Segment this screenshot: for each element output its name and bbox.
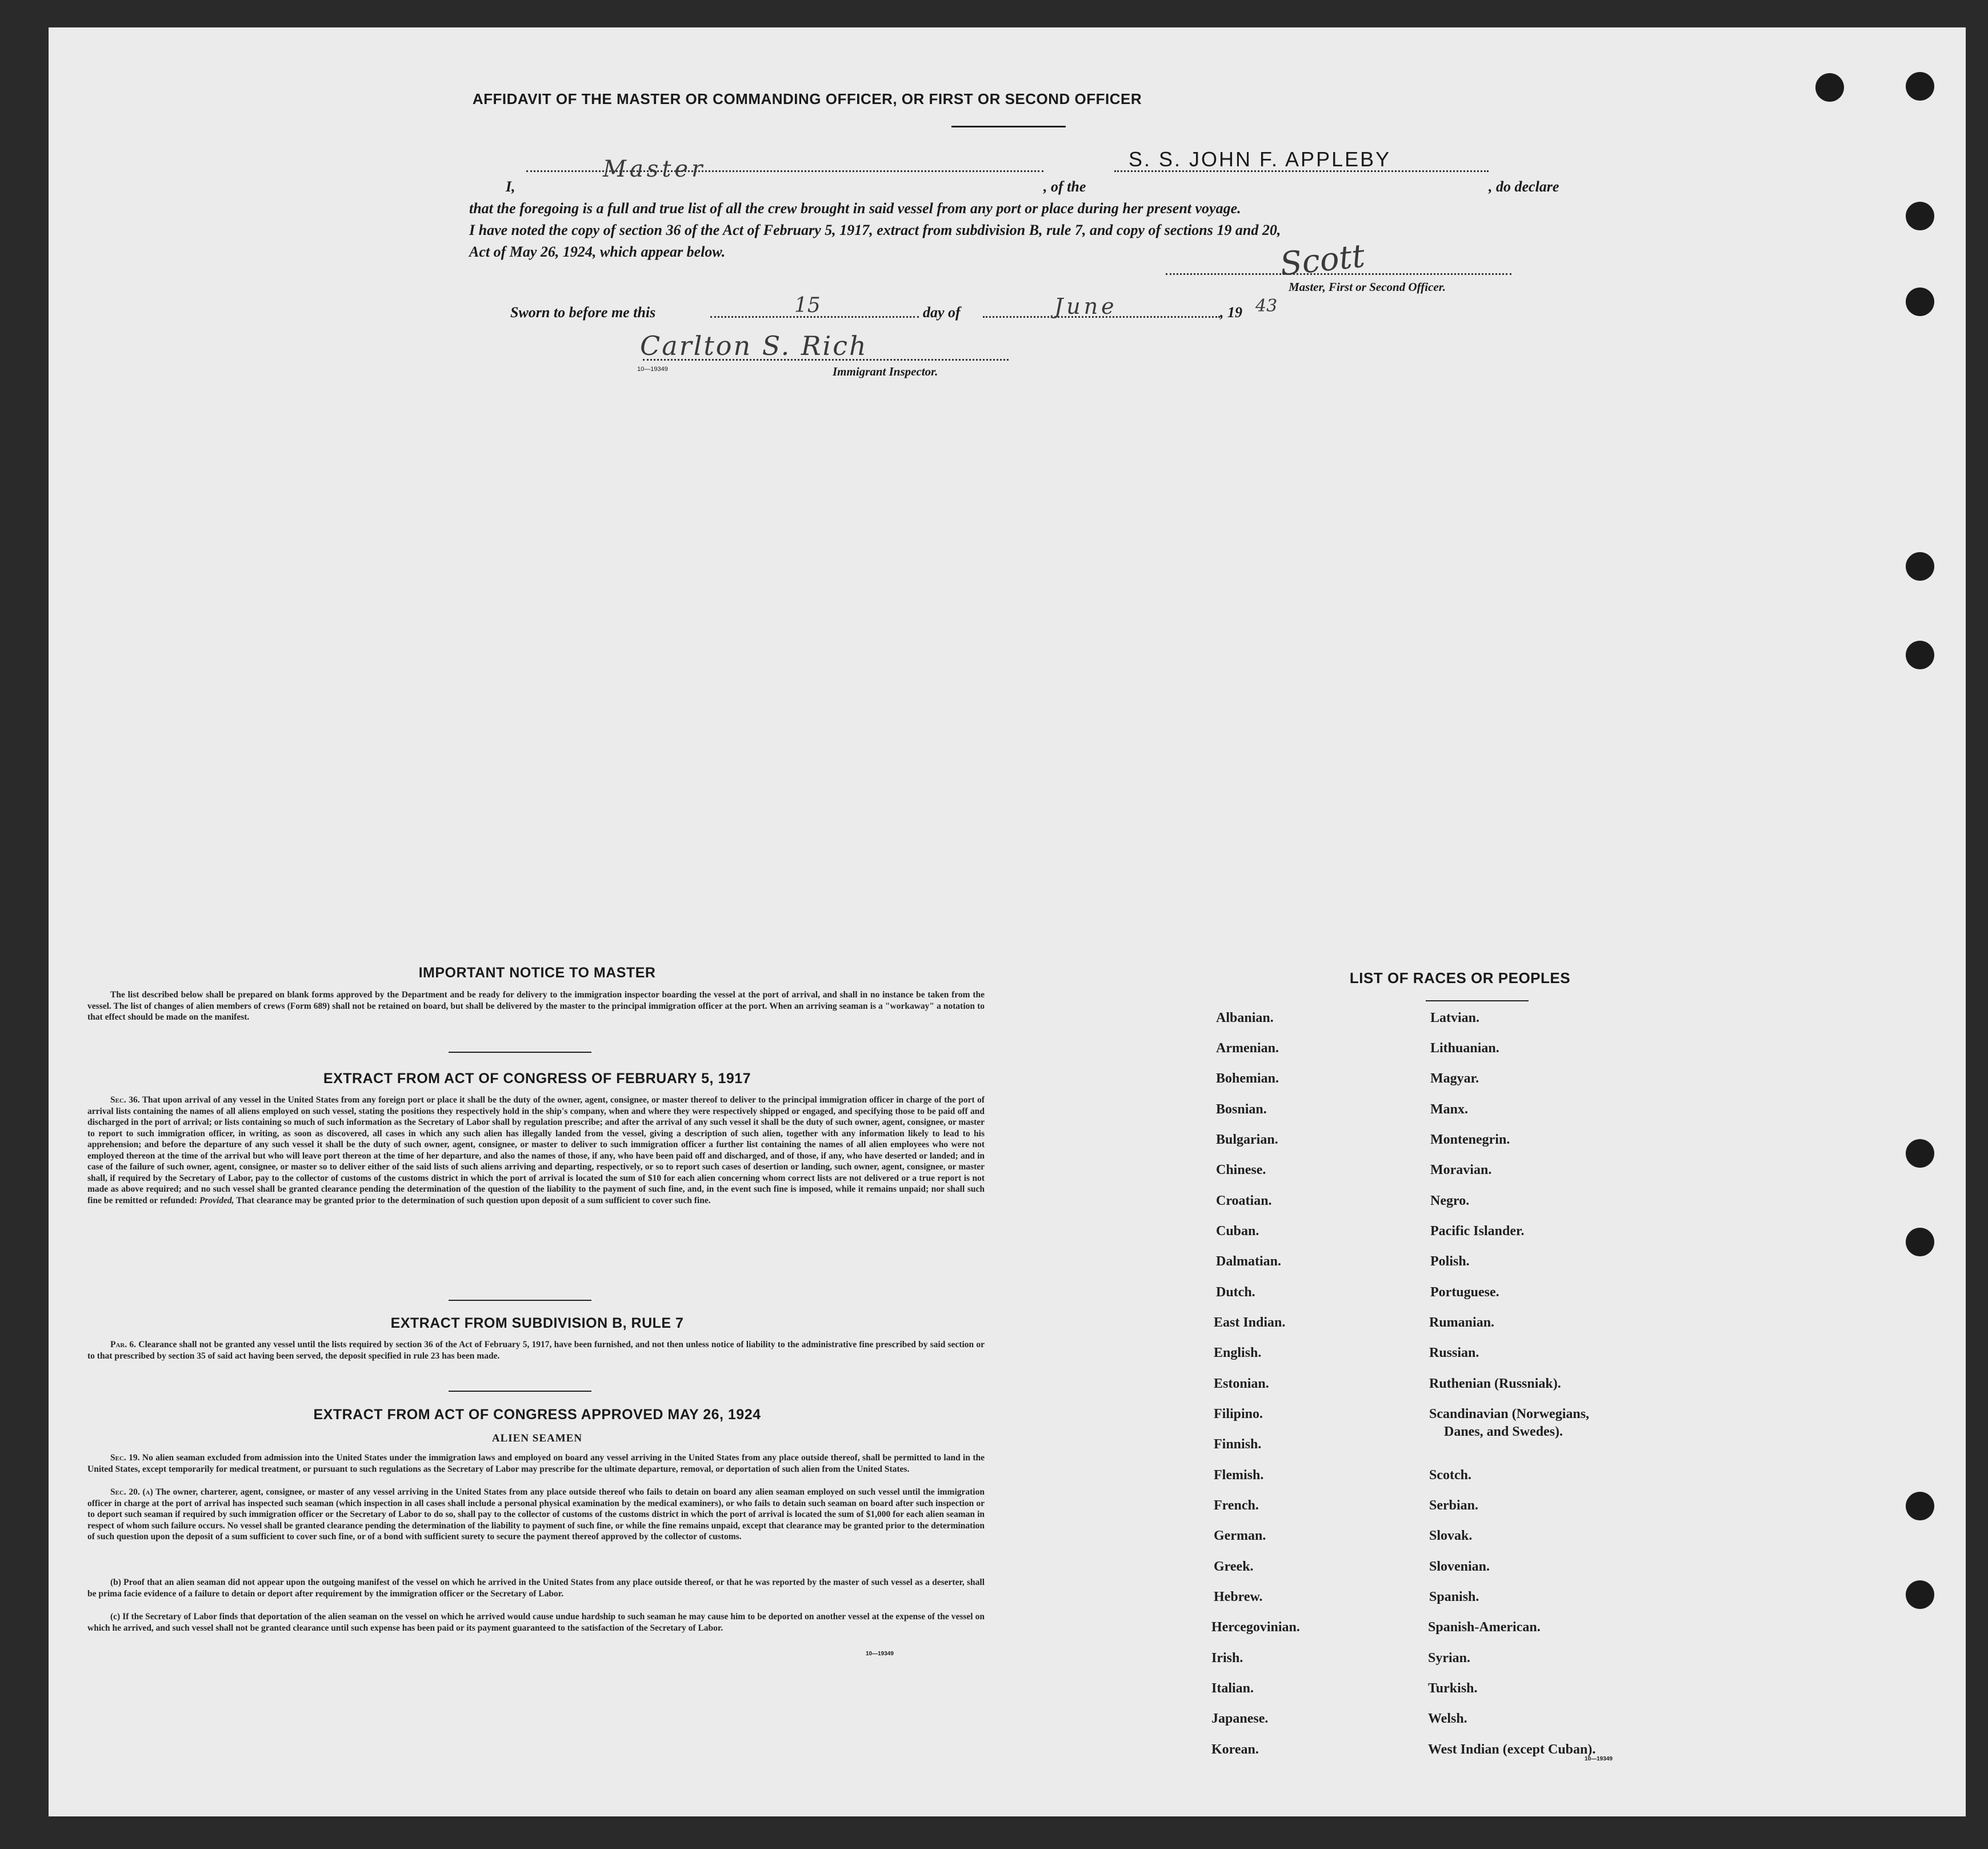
- race-item: Latvian.: [1430, 1011, 1480, 1025]
- race-item: Scotch.: [1429, 1468, 1471, 1483]
- extract-1917-title: EXTRACT FROM ACT OF CONGRESS OF FEBRUARY 5, 1917: [323, 1071, 751, 1087]
- race-item: Greek.: [1214, 1559, 1254, 1574]
- race-item: Ruthenian (Russniak).: [1429, 1376, 1561, 1391]
- race-item: Bosnian.: [1216, 1102, 1267, 1117]
- section-number: Sec. 20. (a): [110, 1487, 153, 1497]
- race-item: Dutch.: [1216, 1285, 1255, 1300]
- race-item: Dalmatian.: [1216, 1254, 1281, 1269]
- section-19-body: No alien seaman excluded from admission into the United States under the immigration laws and employed on board any vessel arriving in the United States from any place outside thereof, shall be permitted to land in the United States, except temporarily for medical treatment, or pursuant to such regulations as the Secretary of Labor may prescribe for the ultimate departure, removal, or deportation of such alien from the United States.: [87, 1453, 985, 1474]
- extract-form-number: 10—19349: [866, 1651, 894, 1657]
- punch-hole: [1906, 1228, 1934, 1256]
- ship-name: S. S. JOHN F. APPLEBY: [1129, 147, 1391, 171]
- extract-rule7-text: [87, 1339, 985, 1375]
- section-20b-text: (b) Proof that an alien seaman did not appear upon the outgoing manifest of the vessel on which he arrived in the United States from any place outside thereof, or that he was reported by the master of such vessel as a deserter, shall be prima facie evidence of a failure to detain or deport after requirement by the immigration officer or the Secretary of Labor.: [87, 1578, 985, 1599]
- year-prefix: , 19: [1220, 304, 1242, 321]
- extract-1917-text: [87, 1095, 985, 1286]
- race-item: Lithuanian.: [1430, 1041, 1499, 1056]
- declaration-line-2: that the foregoing is a full and true list of all the crew brought in said vessel from any port or place during her present voyage.: [469, 200, 1241, 217]
- race-item: Manx.: [1430, 1102, 1468, 1117]
- extract-rule7-title: EXTRACT FROM SUBDIVISION B, RULE 7: [390, 1315, 684, 1331]
- paragraph-number: Par. 6.: [110, 1340, 137, 1349]
- race-item: East Indian.: [1214, 1315, 1286, 1330]
- race-item: Scandinavian (Norwegians,: [1429, 1407, 1590, 1421]
- declaration-line-3: I have noted the copy of section 36 of the Act of February 5, 1917, extract from subdivision B, rule 7, and copy of sections 19 and 20,: [469, 222, 1281, 238]
- document-page: [49, 27, 1966, 1816]
- race-item: Magyar.: [1430, 1071, 1479, 1086]
- races-divider: [1426, 1000, 1529, 1001]
- race-item: Estonian.: [1214, 1376, 1269, 1391]
- notice-text: The list described below shall be prepared on blank forms approved by the Department and be ready for delivery to the immigration inspector boarding the vessel at the port of arrival, and shall in no instance be taken from the vessel. The list of changes of alien members of crews (Form 689) shall not be retained on board, but shall be delivered by the master to the principal immigration officer at the port. When an arriving seaman is a "workaway" a notation to that effect should be made on the manifest.: [87, 990, 985, 1022]
- notice-title: IMPORTANT NOTICE TO MASTER: [418, 965, 656, 981]
- rule7-body: Clearance shall not be granted any vessel until the lists required by section 36 of the Act of February 5, 1917, have been furnished, and not then unless notice of liability to the administrative fine prescribed by said section or to that prescribed by section 35 of said act having been served, the deposit specified in rule 23 has been made.: [87, 1340, 985, 1361]
- divider: [449, 1052, 591, 1053]
- inspector-signature: Carlton S. Rich: [640, 330, 868, 361]
- race-item: English.: [1214, 1345, 1262, 1360]
- race-item: Slovenian.: [1429, 1559, 1490, 1574]
- race-item: Korean.: [1211, 1742, 1259, 1757]
- divider: [449, 1300, 591, 1301]
- punch-hole: [1906, 1139, 1934, 1168]
- race-item: Albanian.: [1216, 1011, 1274, 1025]
- race-item: Turkish.: [1428, 1681, 1478, 1696]
- race-item: Portuguese.: [1430, 1285, 1499, 1300]
- race-item: Slovak.: [1429, 1528, 1473, 1543]
- race-item: West Indian (except Cuban).: [1428, 1742, 1596, 1757]
- punch-hole: [1906, 641, 1934, 669]
- punch-hole: [1815, 73, 1844, 102]
- punch-hole: [1906, 287, 1934, 316]
- race-item: Chinese.: [1216, 1163, 1266, 1177]
- inspector-caption: Immigrant Inspector.: [833, 365, 938, 378]
- race-item: Finnish.: [1214, 1437, 1262, 1452]
- race-item: Montenegrin.: [1430, 1132, 1510, 1147]
- race-item: Hebrew.: [1214, 1590, 1263, 1604]
- race-item: Spanish-American.: [1428, 1620, 1541, 1635]
- race-item: Filipino.: [1214, 1407, 1263, 1421]
- race-item: Flemish.: [1214, 1468, 1264, 1483]
- race-item: Polish.: [1430, 1254, 1470, 1269]
- title-divider: [951, 126, 1066, 127]
- race-item: Italian.: [1211, 1681, 1254, 1696]
- sworn-day-handwritten: 15: [794, 294, 821, 317]
- race-item: Japanese.: [1211, 1711, 1269, 1726]
- section-number: Sec. 19.: [110, 1453, 140, 1463]
- master-signature: Scott: [1278, 237, 1367, 283]
- section-36-body: That upon arrival of any vessel in the United States from any foreign port or place it shall be the duty of the owner, agent, consignee, or master thereof to deliver to the principal immigration officer in charge of the port of arrival lists containing the names of all aliens employed on such vessel, stating the positions they respectively hold in the ship's company, when and where they were respectively shipped or engaged, and specifying those to be paid off and discharged in the port of arrival; or lists containing so much of such information as the Secretary of Labor shall by regulation prescribe; and after the arrival of any such vessel it shall be the duty of such owner, agent, consignee, or master to report to such immigration officer, in writing, as soon as discovered, all cases in which any such alien has illegally landed from the vessel, giving a description of such alien, together with any information likely to lead to his apprehension; and before the departure of any such vessel it shall be the duty of such owner, agent, consignee, or master to deliver to such immigration officer a further list containing the names of all alien employees who were not employed thereon at the time of the arrival but who will leave port thereon at the time of her departure, and also the names of those, if any, who have been paid off and discharged, and of those, if any, who have deserted or landed; and in case of the failure of such owner, agent, consignee, or master so to deliver either of the said lists of such aliens arriving and departing, respectively, or so to report such cases of desertion or landing, such owner, agent, consignee, or master shall, if required by the Secretary of Labor, pay to the collector of customs of the customs district in which the port of arrival is located the sum of $10 for each alien concerning whom correct lists are not delivered or a true report is not made as above required; and no such vessel shall be granted clearance pending the determination of the question of the liability to the payment of such fine, and, in the event such fine is imposed, while it remains unpaid; nor shall such fine be remitted or refunded:: [87, 1095, 985, 1205]
- race-item: Syrian.: [1428, 1651, 1471, 1666]
- race-item: Spanish.: [1429, 1590, 1479, 1604]
- race-item: Cuban.: [1216, 1224, 1259, 1239]
- section-20a-body: The owner, charterer, agent, consignee, or master of any vessel arriving in the United States from any place outside thereof who fails to detain on board any alien seaman employed on such vessel until the immigration officer in charge at the port of arrival has inspected such seaman (which inspection in all cases shall include a personal physical examination by the medical examiners), or who fails to detain such seaman on board after such inspection or to deport such seaman if required by such immigration officer or the Secretary of Labor to do so, shall pay to the collector of customs of the customs district in which the port of arrival is located the sum of $1,000 for each alien seaman in respect of whom such failure occurs. No vessel shall be granted clearance pending the determination of the liability to payment of such fine, or while the fine remains unpaid, except that clearance may be granted prior to the determination of such question upon the deposit of a sum sufficient to cover such fine, or of a bond with sufficient surety to secure the payment thereof approved by the collector of customs.: [87, 1487, 985, 1542]
- race-item: Rumanian.: [1429, 1315, 1495, 1330]
- punch-hole: [1906, 1492, 1934, 1520]
- declaration-line-4: Act of May 26, 1924, which appear below.: [469, 243, 726, 260]
- race-item: Welsh.: [1428, 1711, 1467, 1726]
- race-item: Hercegovinian.: [1211, 1620, 1300, 1635]
- section-20a-text: [87, 1487, 985, 1577]
- declarant-pronoun: I,: [506, 178, 515, 195]
- race-item: Moravian.: [1430, 1163, 1492, 1177]
- punch-hole: [1906, 552, 1934, 581]
- sworn-month-handwritten: June: [1054, 294, 1118, 319]
- race-item: German.: [1214, 1528, 1266, 1543]
- race-item: Danes, and Swedes).: [1444, 1424, 1563, 1439]
- extract-1924-title: EXTRACT FROM ACT OF CONGRESS APPROVED MAY 26, 1924: [313, 1407, 761, 1423]
- punch-hole: [1906, 202, 1934, 230]
- of-the-label: , of the: [1043, 178, 1086, 195]
- race-item: Bulgarian.: [1216, 1132, 1278, 1147]
- extract-1924-subtitle: ALIEN SEAMEN: [491, 1432, 583, 1444]
- race-item: Armenian.: [1216, 1041, 1279, 1056]
- races-form-number: 10—19349: [1585, 1756, 1613, 1762]
- race-item: French.: [1214, 1498, 1259, 1513]
- sworn-label: Sworn to before me this: [510, 304, 656, 321]
- race-item: Negro.: [1430, 1193, 1470, 1208]
- divider: [449, 1391, 591, 1392]
- do-declare-label: , do declare: [1489, 178, 1559, 195]
- affidavit-form-number: 10—19349: [637, 366, 668, 373]
- rank-handwritten: Master: [603, 156, 706, 182]
- punch-hole: [1906, 72, 1934, 101]
- race-item: Russian.: [1429, 1345, 1479, 1360]
- section-19-text: [87, 1452, 985, 1487]
- master-signature-caption: Master, First or Second Officer.: [1289, 280, 1446, 294]
- race-item: Croatian.: [1216, 1193, 1272, 1208]
- race-item: Irish.: [1211, 1651, 1243, 1666]
- section-20c-text: (c) If the Secretary of Labor finds that deportation of the alien seaman on the vessel on which he arrived would cause undue hardship to such seaman he may cause him to be deported on another vessel at the expense of the vessel on which he arrived, and such vessel shall not be granted clearance until such expense has been paid or its payment guaranteed to the satisfaction of the Secretary of Labor.: [87, 1612, 985, 1633]
- provided-word: Provided,: [199, 1195, 234, 1205]
- race-item: Pacific Islander.: [1430, 1224, 1525, 1239]
- day-of-label: day of: [923, 304, 961, 321]
- race-item: Bohemian.: [1216, 1071, 1279, 1086]
- race-item: Serbian.: [1429, 1498, 1479, 1513]
- section-36-end: That clearance may be granted prior to the determination of such question upon deposit of a sum sufficient to cover such fine.: [236, 1195, 711, 1205]
- punch-hole: [1906, 1580, 1934, 1609]
- section-number: Sec. 36.: [110, 1095, 140, 1105]
- year-handwritten: 43: [1255, 296, 1278, 316]
- races-title: LIST OF RACES OR PEOPLES: [1349, 969, 1571, 987]
- affidavit-title: AFFIDAVIT OF THE MASTER OR COMMANDING OFFICER, OR FIRST OR SECOND OFFICER: [472, 90, 1142, 107]
